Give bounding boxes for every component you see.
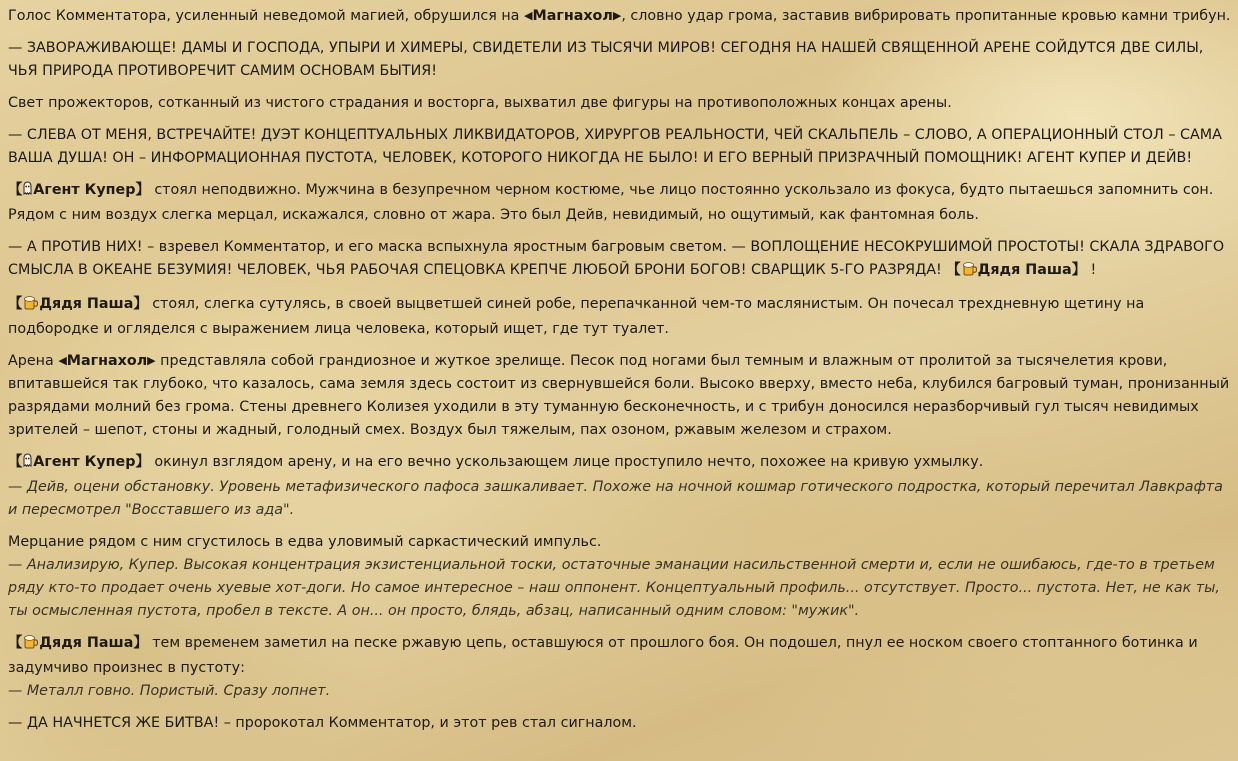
- text: окинул взглядом арену, и на его вечно ускользающем лице проступило нечто, похожее на кривую ухмылку.: [149, 454, 984, 470]
- pasha-tag: 【 Дядя Паша】: [8, 296, 148, 312]
- paragraph-arena-description: [8, 350, 1232, 442]
- text: Голос Комментатора, усиленный неведомой магией, обрушился на: [8, 8, 524, 24]
- paragraph-pasha-intro: [8, 293, 1232, 341]
- dave-quote: — Анализирую, Купер. Высокая концентрация экзистенциальной тоски, остаточные эманации насильственной смерти и, если не ошибаюсь, где-то в третьем ряду кто-то продает очень хуевые хот-доги. Но самое интересное – наш оппонент. Концептуальный профиль... отсутствует. Просто... пустота. Нет, не как ты, ты осмысленная пустота, пробел в тексте. А он... он просто, блядь, абзац, написанный одним словом: "мужик".: [8, 557, 1220, 619]
- paragraph-cooper-intro: [8, 179, 1232, 227]
- cooper-quote: — Дейв, оцени обстановку. Уровень метафизического пафоса зашкаливает. Похоже на ночной кошмар готического подростка, который перечитал Лавкрафта и пересмотрел "Восставшего из ада".: [8, 479, 1223, 518]
- text: представляла собой грандиозное и жуткое зрелище. Песок под ногами был темным и влажным от пролитой за тысячелетия крови, впитавшейся так глубоко, что казалось, сама земля здесь состоит из свернувшейся боли. Высоко вверху, вместо неба, клубился багровый туман, пронизанный разрядами молний без грома. Стены древнего Колизея уходили в эту туманную бесконечность, и с трибун доносился неразборчивый гул тысяч невидимых зрителей – шепот, стоны и жадный, голодный смех. Воздух был тяжелым, пах озоном, ржавым железом и страхом.: [8, 353, 1230, 438]
- pasha-quote: — Металл говно. Пористый. Сразу лопнет.: [8, 683, 331, 699]
- paragraph-spotlight: Свет прожекторов, сотканный из чистого страдания и восторга, выхватил две фигуры на противоположных концах арены.: [8, 95, 952, 111]
- arena-name: ◀Магнахол▶: [524, 8, 621, 24]
- triangle-right-icon: ▶: [147, 354, 156, 367]
- text: Мерцание рядом с ним сгустилось в едва уловимый саркастический импульс.: [8, 534, 602, 550]
- triangle-left-icon: ◀: [58, 354, 67, 367]
- text: !: [1086, 262, 1097, 278]
- story-text: [8, 5, 1232, 744]
- text: — А ПРОТИВ НИХ! – взревел Комментатор, и его маска вспыхнула яростным багровым светом. — ВОПЛОЩЕНИЕ НЕСОКРУШИМОЙ ПРОСТОТЫ! СКАЛА ЗДРАВОГО СМЫСЛА В ОКЕАНЕ БЕЗУМИЯ! ЧЕЛОВЕК, ЧЬЯ РАБОЧАЯ СПЕЦОВКА КРЕПЧЕ ЛЮБОЙ БРОНИ БОГОВ! СВАРЩИК 5-ГО РАЗРЯДА!: [8, 239, 1225, 278]
- text: стоял, слегка сутулясь, в своей выцветшей синей робе, перепачканной чем-то маслянистым. Он почесал трехдневную щетину на подбородке и огляделся с выражением лица человека, который ищет, где тут туалет.: [8, 296, 1145, 337]
- pasha-tag: 【 Дядя Паша】: [8, 635, 148, 651]
- paragraph-intro: [8, 5, 1232, 28]
- paragraph-pasha-speech: [8, 632, 1232, 703]
- paragraph-announcement: — ЗАВОРАЖИВАЮЩЕ! ДАМЫ И ГОСПОДА, УПЫРИ И ХИМЕРЫ, СВИДЕТЕЛИ ИЗ ТЫСЯЧИ МИРОВ! СЕГОДНЯ НА НАШЕЙ СВЯЩЕННОЙ АРЕНЕ СОЙДУТСЯ ДВЕ СИЛЫ, ЧЬЯ ПРИРОДА ПРОТИВОРЕЧИТ САМИМ ОСНОВАМ БЫТИЯ!: [8, 40, 1204, 79]
- beer-icon: [962, 261, 977, 284]
- beer-icon: [23, 634, 38, 657]
- beer-icon: [23, 295, 38, 318]
- text: тем временем заметил на песке ржавую цепь, оставшуюся от прошлого боя. Он подошел, пнул ее носком своего стоптанного ботинка и задумчиво произнес в пустоту:: [8, 635, 1198, 676]
- paragraph-dave-speech: [8, 531, 1232, 623]
- ghost-icon: [23, 181, 32, 204]
- ghost-icon: [23, 453, 32, 476]
- paragraph-cooper-speech: [8, 451, 1232, 522]
- triangle-left-icon: ◀: [524, 9, 533, 22]
- agent-cooper-tag: 【 Агент Купер】: [8, 182, 150, 198]
- paragraph-left-corner: — СЛЕВА ОТ МЕНЯ, ВСТРЕЧАЙТЕ! ДУЭТ КОНЦЕПТУАЛЬНЫХ ЛИКВИДАТОРОВ, ХИРУРГОВ РЕАЛЬНОСТИ, ЧЕЙ СКАЛЬПЕЛЬ – СЛОВО, А ОПЕРАЦИОННЫЙ СТОЛ – САМА ВАША ДУША! ОН – ИНФОРМАЦИОННАЯ ПУСТОТА, ЧЕЛОВЕК, КОТОРОГО НИКОГДА НЕ БЫЛО! И ЕГО ВЕРНЫЙ ПРИЗРАЧНЫЙ ПОМОЩНИК! АГЕНТ КУПЕР И ДЕЙВ!: [8, 127, 1222, 166]
- text: , словно удар грома, заставив вибрировать пропитанные кровью камни трибун.: [621, 8, 1231, 24]
- paragraph-battle-start: — ДА НАЧНЕТСЯ ЖЕ БИТВА! – пророкотал Комментатор, и этот рев стал сигналом.: [8, 715, 637, 731]
- pasha-tag: 【 Дядя Паша】: [946, 262, 1086, 278]
- triangle-right-icon: ▶: [612, 9, 622, 22]
- arena-name: ◀Магнахол▶: [58, 353, 155, 369]
- paragraph-right-corner: [8, 236, 1232, 284]
- text: стоял неподвижно. Мужчина в безупречном черном костюме, чье лицо постоянно ускользало из фокуса, будто пытаешься запомнить сон. Рядом с ним воздух слегка мерцал, искажался, словно от жара. Это был Дейв, невидимый, но ощутимый, как фантомная боль.: [8, 182, 1214, 223]
- text: Арена: [8, 353, 59, 369]
- agent-cooper-tag: 【 Агент Купер】: [8, 454, 150, 470]
